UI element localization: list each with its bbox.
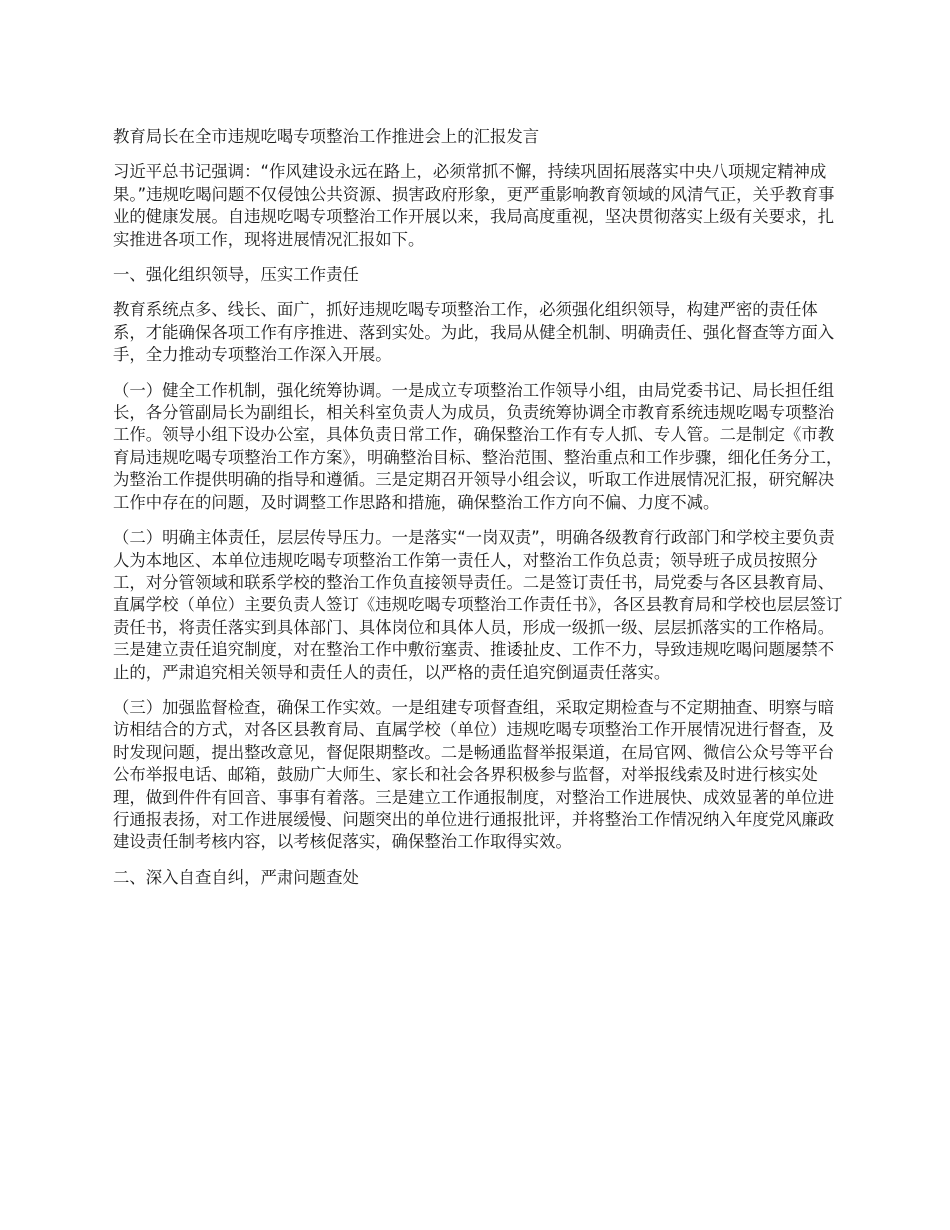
- document-title: 教育局长在全市违规吃喝专项整治工作推进会上的汇报发言: [113, 127, 540, 146]
- document-page: [113, 126, 843, 902]
- section-1-heading: 一、强化组织领导，压实工作责任: [113, 265, 359, 285]
- section-2-heading: 二、深入自查自纠，严肃问题查处: [113, 867, 359, 887]
- section-1-intro-paragraph: 教育系统点多、线长、面广，抓好违规吃喝专项整治工作，必须强化组织领导，构建严密的责任体系，才能确保各项工作有序推进、落到实处。为此，我局从健全机制、明确责任、强化督查等方面入手，全力推动专项整治工作深入开展。: [113, 300, 835, 365]
- section-1-point-2-paragraph: （二）明确主体责任，层层传导压力。一是落实“一岗双责”，明确各级教育行政部门和学校主要负责人为本地区、本单位违规吃喝专项整治工作第一责任人，对整治工作负总责；领导班子成员按照分工，对分管领域和联系学校的整治工作负直接领导责任。二是签订责任书，局党委与各区县教育局、直属学校（单位）主要负责人签订《违规吃喝专项整治工作责任书》，各区县教育局和学校也层层签订责任书，将责任落实到具体部门、具体岗位和具体人员，形成一级抓一级、层层抓落实的工作格局。三是建立责任追究制度，对在整治工作中敷衍塞责、推诿扯皮、工作不力，导致违规吃喝问题屡禁不止的，严肃追究相关领导和责任人的责任，以严格的责任追究倒逼责任落实。: [113, 528, 843, 682]
- intro-paragraph: 习近平总书记强调：“作风建设永远在路上，必须常抓不懈，持续巩固拓展落实中央八项规定精神成果。”违规吃喝问题不仅侵蚀公共资源、损害政府形象，更严重影响教育领域的风清气正，关乎教育事业的健康发展。自违规吃喝专项整治工作开展以来，我局高度重视，坚决贯彻落实上级有关要求，扎实推进各项工作，现将进展情况汇报如下。: [113, 162, 835, 249]
- section-1-point-3-paragraph: （三）加强监督检查，确保工作实效。一是组建专项督查组，采取定期检查与不定期抽查、明察与暗访相结合的方式，对各区县教育局、直属学校（单位）违规吃喝专项整治工作开展情况进行督查，及时发现问题，提出整改意见，督促限期整改。二是畅通监督举报渠道，在局官网、微信公众号等平台公布举报电话、邮箱，鼓励广大师生、家长和社会各界积极参与监督，对举报线索及时进行核实处理，做到件件有回音、事事有着落。三是建立工作通报制度，对整治工作进展快、成效显著的单位进行通报表扬，对工作进展缓慢、问题突出的单位进行通报批评，并将整治工作情况纳入年度党风廉政建设责任制考核内容，以考核促落实，确保整治工作取得实效。: [113, 697, 835, 852]
- section-1-point-1-paragraph: （一）健全工作机制，强化统筹协调。一是成立专项整治工作领导小组，由局党委书记、局长担任组长，各分管副局长为副组长，相关科室负责人为成员，负责统筹协调全市教育系统违规吃喝专项整治工作。领导小组下设办公室，具体负责日常工作，确保整治工作有专人抓、专人管。二是制定《市教育局违规吃喝专项整治工作方案》，明确整治目标、整治范围、整治重点和工作步骤，细化任务分工，为整治工作提供明确的指导和遵循。三是定期召开领导小组会议，听取工作进展情况汇报，研究解决工作中存在的问题，及时调整工作思路和措施，确保整治工作方向不偏、力度不减。: [113, 380, 843, 512]
